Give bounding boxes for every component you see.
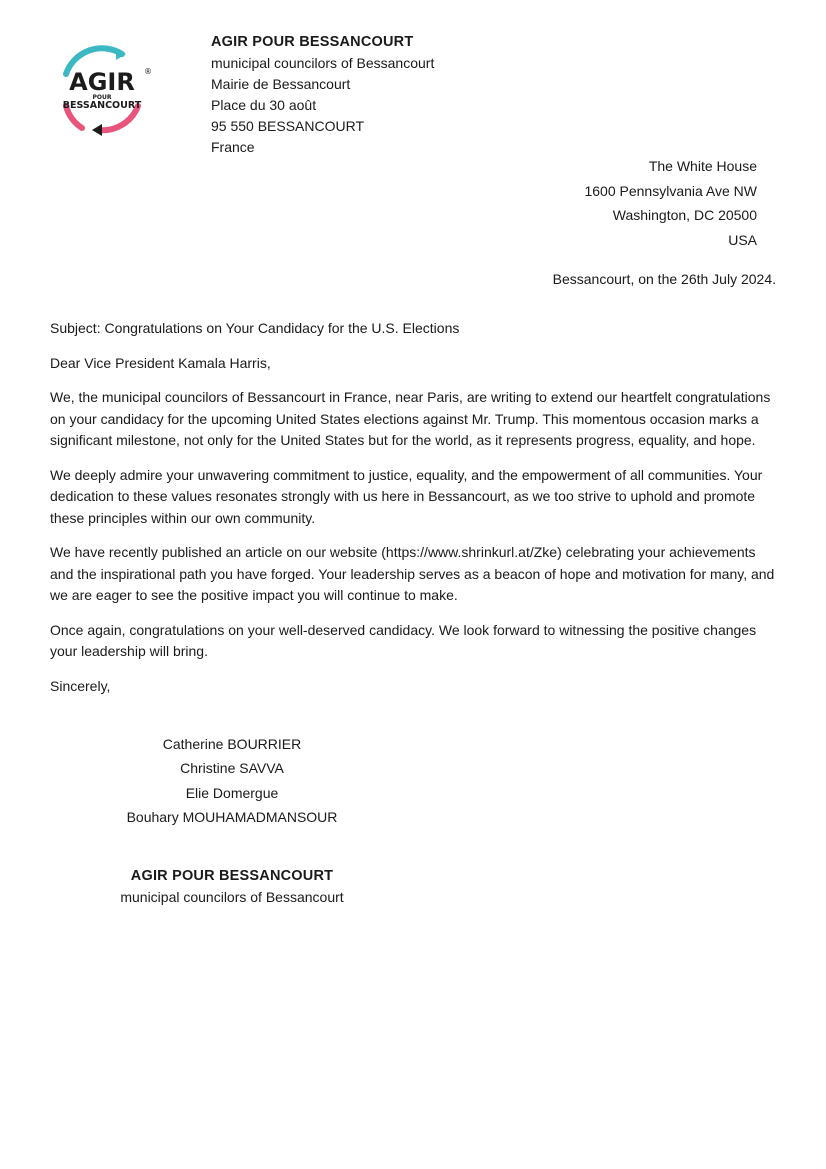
footer-org-name: AGIR POUR BESSANCOURT	[130, 868, 334, 884]
body-paragraph: We, the municipal councilors of Bessancourt in France, near Paris, are writing to extend our heartfelt congratulations on your candidacy for the upcoming United States elections against Mr. Trump. This momentous occasion marks a significant milestone, not only for the United States but for the world, as it represents progress, equality, and hope.	[50, 389, 771, 448]
letter-date: Bessancourt, on the 26th July 2024.	[552, 271, 776, 287]
letter-body	[50, 318, 776, 710]
logo-word-bottom: BESSANCOURT	[62, 100, 142, 111]
recipient-line: The White House	[648, 158, 757, 174]
signatory-name: Christine SAVVA	[180, 760, 284, 777]
logo-teal-arrow	[116, 48, 126, 60]
sender-line: Mairie de Bessancourt	[211, 76, 351, 92]
logo-registered-mark: ®	[144, 67, 152, 76]
footer-role: municipal councilors of Bessancourt	[120, 889, 344, 905]
recipient-line: USA	[728, 231, 757, 248]
body-paragraph: Once again, congratulations on your well-deserved candidacy. We look forward to witnessing the positive changes your leadership will bring.	[50, 621, 757, 659]
signatory-name: Bouhary MOUHAMADMANSOUR	[126, 808, 338, 825]
signatory-name: Catherine BOURRIER	[162, 736, 302, 752]
sender-line: France	[211, 139, 255, 155]
subject-line: Subject: Congratulations on Your Candidacy for the U.S. Elections	[50, 320, 460, 336]
logo-graphic	[52, 44, 152, 136]
footer-signature-block	[112, 866, 352, 908]
sender-org-name: AGIR POUR BESSANCOURT	[211, 34, 414, 50]
signatories	[112, 732, 352, 829]
recipient-line: 1600 Pennsylvania Ave NW	[584, 182, 757, 199]
sender-role: municipal councilors of Bessancourt	[211, 55, 435, 71]
agir-pour-bessancourt-logo	[52, 44, 152, 136]
logo-word-main: AGIR	[69, 68, 135, 96]
sender-line: Place du 30 août	[211, 97, 317, 113]
sender-address	[211, 32, 434, 158]
signatory-name: Elie Domergue	[185, 784, 279, 801]
recipient-address	[584, 154, 757, 252]
closing: Sincerely,	[50, 677, 111, 694]
logo-dark-arrow	[92, 124, 102, 136]
logo-word-small: POUR	[92, 94, 112, 101]
salutation: Dear Vice President Kamala Harris,	[50, 354, 271, 371]
sender-line: 95 550 BESSANCOURT	[211, 118, 365, 134]
body-paragraph: We deeply admire your unwavering commitment to justice, equality, and the empowerment of all communities. Your dedication to these values resonates strongly with us here in Bessancourt, as we too strive to uphold and promote these principles within our own community.	[50, 466, 763, 526]
body-paragraph: We have recently published an article on our website (https://www.shrinkurl.at/Zke) celebrating your achievements and the inspirational path you have forged. Your leadership serves as a beacon of hope and motivation for many, and we are eager to see the positive impact you will continue to make.	[50, 544, 775, 603]
recipient-line: Washington, DC 20500	[612, 207, 757, 223]
